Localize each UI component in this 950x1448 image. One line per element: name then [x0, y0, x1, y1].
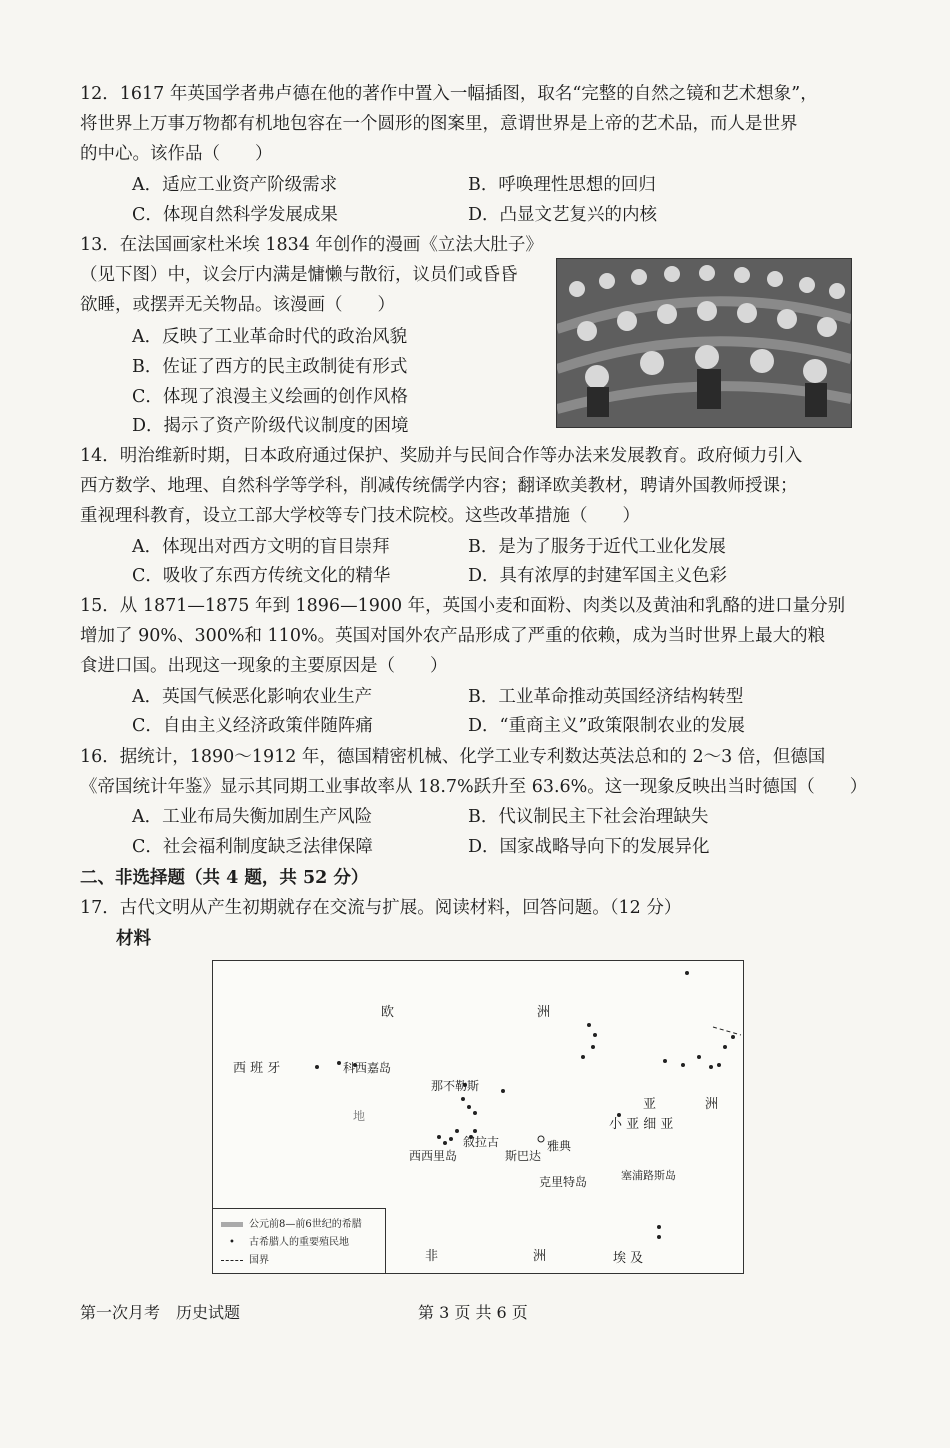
q13-option-c: C．体现了浪漫主义绘画的创作风格: [132, 387, 408, 407]
q12-option-d: D．凸显文艺复兴的内核: [468, 205, 658, 225]
q14-line-3: 重视理科教育，设立工部大学校等专门技术院校。这些改革措施（ ）: [80, 506, 640, 526]
q12-option-a: A．适应工业资产阶级需求: [132, 175, 338, 195]
map-label-sparta: 斯巴达: [505, 1149, 542, 1163]
q16-option-d: D．国家战略导向下的发展异化: [468, 837, 710, 857]
legislative-belly-cartoon: [556, 258, 852, 428]
q15-line-3: 食进口国。出现这一现象的主要原因是（ ）: [80, 656, 448, 676]
legend-dash-icon: [221, 1260, 243, 1261]
q13-line-2: （见下图）中，议会厅内满是慵懒与散衍，议员们或昏昏: [80, 265, 518, 285]
q13-option-d: D．揭示了资产阶级代议制度的困境: [132, 416, 409, 436]
map-label-europe-2: 洲: [537, 1005, 557, 1020]
q15-option-c: C．自由主义经济政策伴随阵痛: [132, 716, 373, 736]
map-label-crete: 克里特岛: [539, 1175, 588, 1189]
legend-dot-icon: •: [229, 1237, 235, 1248]
q14-line-1: 14．明治维新时期，日本政府通过保护、奖励并与民间合作等办法来发展教育。政府倾力引入: [80, 446, 803, 466]
q14-option-d: D．具有浓厚的封建军国主义色彩: [468, 566, 728, 586]
q15-line-2: 增加了 90%、300%和 110%。英国对国外农产品形成了严重的依赖，成为当时世界上最大的粮: [80, 626, 826, 646]
q15-option-d: D．“重商主义”政策限制农业的发展: [468, 716, 745, 736]
q13-option-a: A．反映了工业革命时代的政治风貌: [132, 327, 408, 347]
legend-text-border: 国界: [249, 1255, 269, 1266]
legend-row-greece: [221, 1215, 362, 1230]
map-label-naples: 那不勒斯: [431, 1079, 480, 1093]
q16-line-1: 16．据统计，1890～1912 年，德国精密机械、化学工业专利数达英法总和的 2～3 倍，但德国: [80, 747, 826, 767]
map-label-asia-1: 亚: [643, 1097, 663, 1112]
q12-option-c: C．体现自然科学发展成果: [132, 205, 338, 225]
q13-line-3: 欲睡，或摆弄无关物品。该漫画（ ）: [80, 295, 395, 315]
map-legend: [213, 1208, 386, 1273]
q12-line-3: 的中心。该作品（ ）: [80, 144, 273, 164]
map-label-corsica: 科西嘉岛: [343, 1061, 392, 1075]
q13-line-1: 13．在法国画家杜米埃 1834 年创作的漫画《立法大肚子》: [80, 235, 543, 255]
q12-line-1: 12．1617 年英国学者弗卢德在他的著作中置入一幅插图，取名“完整的自然之镜和艺术想象”，: [80, 84, 818, 104]
footer-page-number: 第 3 页 共 6 页: [418, 1303, 528, 1322]
map-label-africa-2: 洲: [533, 1249, 553, 1264]
q15-line-1: 15．从 1871—1875 年到 1896—1900 年，英国小麦和面粉、肉类以及黄油和乳酪的进口量分别: [80, 596, 846, 616]
q13-option-b: B．佐证了西方的民主政制徒有形式: [132, 357, 408, 377]
q12-line-2: 将世界上万事万物都有机地包容在一个圆形的图案里，意谓世界是上帝的艺术品，而人是世界: [80, 114, 798, 134]
map-label-sicily: 西西里岛: [409, 1149, 458, 1163]
q15-option-b: B．工业革命推动英国经济结构转型: [468, 687, 744, 707]
q17-line-1: 17．古代文明从产生初期就存在交流与扩展。阅读材料，回答问题。（12 分）: [80, 898, 682, 918]
q16-option-b: B．代议制民主下社会治理缺失: [468, 807, 709, 827]
q14-option-b: B．是为了服务于近代工业化发展: [468, 537, 726, 557]
q16-line-2: 《帝国统计年鉴》显示其同期工业事故率从 18.7%跃升至 63.6%。这一现象反映出当时德国（ ）: [80, 777, 868, 797]
map-label-cyprus: 塞浦路斯岛: [621, 1169, 676, 1182]
map-label-africa-1: 非: [425, 1249, 445, 1264]
ancient-greece-colonies-map: [212, 960, 744, 1274]
q15-option-a: A．英国气候恶化影响农业生产: [132, 687, 373, 707]
legend-row-colonies: [221, 1233, 349, 1248]
section-2-heading: 二、非选择题（共 4 题，共 52 分）: [80, 868, 369, 888]
q16-option-a: A．工业布局失衡加剧生产风险: [132, 807, 373, 827]
q14-option-a: A．体现出对西方文明的盲目崇拜: [132, 537, 390, 557]
footer-exam-title: 第一次月考 历史试题: [80, 1303, 241, 1322]
legend-text-colonies: 古希腊人的重要殖民地: [249, 1237, 349, 1248]
map-label-spain: 西 班 牙: [233, 1061, 281, 1076]
map-label-syracuse: 叙拉古: [463, 1135, 500, 1149]
q14-option-c: C．吸收了东西方传统文化的精华: [132, 566, 391, 586]
legend-text-greece: 公元前8—前6世纪的希腊: [249, 1219, 362, 1230]
map-label-egypt: 埃 及: [613, 1251, 644, 1266]
q12-option-b: B．呼唤理性思想的回归: [468, 175, 656, 195]
q14-line-2: 西方数学、地理、自然科学等学科，削减传统儒学内容；翻译欧美教材，聘请外国教师授课；: [80, 476, 798, 496]
map-label-asia-2: 洲: [705, 1097, 725, 1112]
map-label-europe-1: 欧: [381, 1005, 401, 1020]
map-label-athens: 雅典: [547, 1139, 572, 1153]
legend-swatch-greece: [221, 1222, 243, 1227]
q16-option-c: C．社会福利制度缺乏法律保障: [132, 837, 373, 857]
q17-material-label: 材料: [116, 929, 151, 949]
map-label-sea: 地: [353, 1109, 366, 1123]
legend-row-border: [221, 1251, 269, 1266]
map-label-asia-minor: 小 亚 细 亚: [609, 1117, 674, 1132]
